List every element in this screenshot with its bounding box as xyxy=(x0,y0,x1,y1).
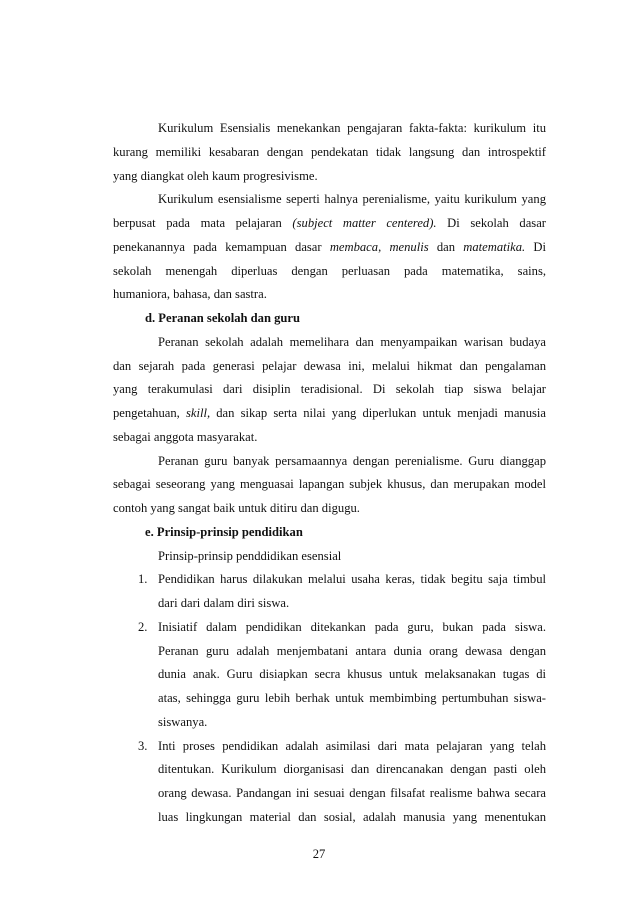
text-line: Peranan sekolah adalah memelihara dan menyampaikan warisan budaya xyxy=(158,335,546,349)
list-item-text: orang dewasa. Pandangan ini sesuai dengan filsafat realisme bahwa secara xyxy=(158,786,546,800)
list-item-text: Pendidikan harus dilakukan melalui usaha keras, tidak begitu saja timbul xyxy=(158,572,546,586)
list-number: 3. xyxy=(138,739,148,753)
list-item-text: atas, sehingga guru lebih berhak untuk membimbing pertumbuhan siswa- xyxy=(158,691,546,705)
list-number: 2. xyxy=(138,620,148,634)
list-item-text: Inisiatif dalam pendidikan ditekankan pada guru, bukan pada siswa. xyxy=(158,620,546,634)
section-heading: d. Peranan sekolah dan guru xyxy=(145,311,301,325)
text-line: Kurikulum Esensialis menekankan pengajaran fakta-fakta: kurikulum itu xyxy=(158,121,546,135)
text-line: contoh yang sangat baik untuk ditiru dan digugu. xyxy=(113,501,360,515)
text-line: sekolah menengah diperluas dengan perluasan pada matematika, sains, xyxy=(113,264,546,278)
text-line: sebagai seseorang yang menguasai lapangan subjek khusus, dan merupakan model xyxy=(113,477,546,491)
list-number: 1. xyxy=(138,572,148,586)
section-heading: e. Prinsip-prinsip pendidikan xyxy=(145,525,303,539)
list-item-text: siswanya. xyxy=(158,715,208,729)
text-line: humaniora, bahasa, dan sastra. xyxy=(113,287,267,301)
list-item-text: ditentukan. Kurikulum diorganisasi dan direncanakan dengan pasti oleh xyxy=(158,762,546,776)
text-line: sebagai anggota masyarakat. xyxy=(113,430,258,444)
list-item-text: Inti proses pendidikan adalah asimilasi dari mata pelajaran yang telah xyxy=(158,739,546,753)
text-line: penekanannya pada kemampuan dasar membaca, menulis dan matematika. Di xyxy=(113,240,547,254)
list-item-text: luas lingkungan material dan sosial, adalah manusia yang menentukan xyxy=(158,810,546,824)
list-item-text: dunia anak. Guru disiapkan secra khusus untuk melaksanakan tugas di xyxy=(158,667,546,681)
text-line: kurang memiliki kesabaran dengan pendekatan tidak langsung dan introspektif xyxy=(113,145,546,159)
text-line: Kurikulum esensialisme seperti halnya perenialisme, yaitu kurikulum yang xyxy=(158,192,546,206)
list-item-text: Peranan guru adalah menjembatani antara dunia orang dewasa dengan xyxy=(158,644,546,658)
text-line: dan sejarah pada generasi pelajar dewasa ini, melalui hikmat dan pengalaman xyxy=(113,359,546,373)
text-line: pengetahuan, skill, dan sikap serta nilai yang diperlukan untuk menjadi manusia xyxy=(113,406,546,420)
text-line: Prinsip-prinsip penddidikan esensial xyxy=(158,549,342,563)
text-line: yang terakumulasi dari disiplin teradisional. Di sekolah tiap siswa belajar xyxy=(113,382,546,396)
page-number: 27 xyxy=(312,847,326,861)
text-line: yang diangkat oleh kaum progresivisme. xyxy=(113,169,318,183)
list-item-text: dari dari dalam diri siswa. xyxy=(158,596,290,610)
text-line: Peranan guru banyak persamaannya dengan perenialisme. Guru dianggap xyxy=(158,454,546,468)
text-line: berpusat pada mata pelajaran (subject matter centered). Di sekolah dasar xyxy=(113,216,546,230)
